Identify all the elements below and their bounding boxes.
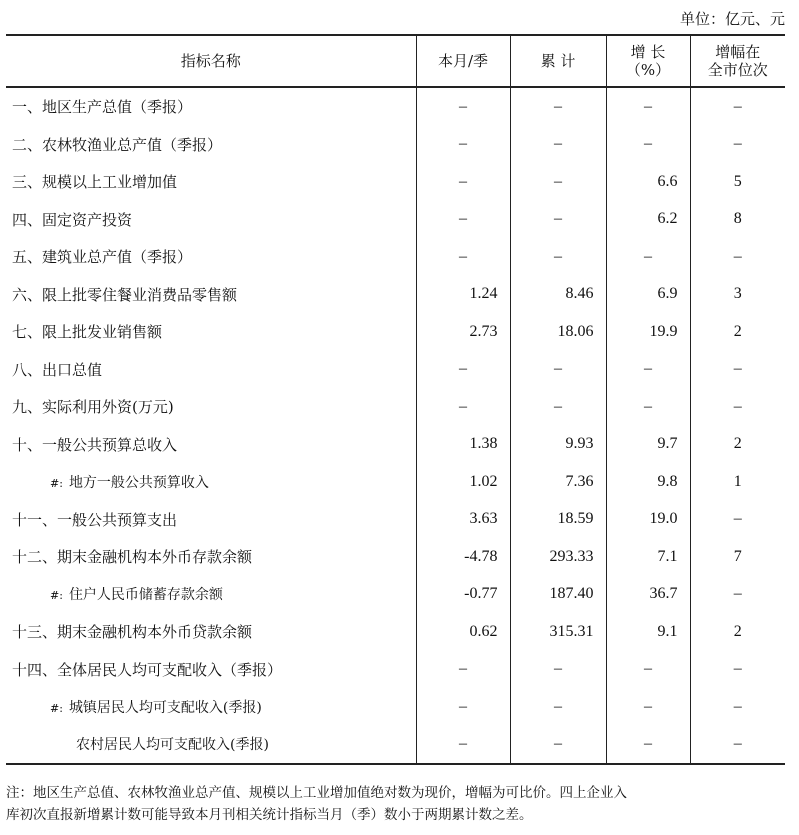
indicator-name-text: 十二、期末金融机构本外币存款余额 [12,548,253,567]
growth-value: – [606,238,690,276]
cumulative-value: – [510,351,606,389]
indicator-name [6,388,416,426]
footnote-line-2: 库初次直报新增累计数可能导致本月刊相关统计指标当月（季）数小于两期累计数之差。 [6,807,533,823]
table-row [6,201,785,239]
footnote-line-1: 注：地区生产总值、农林牧渔业总产值、规模以上工业增加值绝对数为现价，增幅为可比价。四上企业入 [6,785,627,801]
cumulative-value: 7.36 [510,463,606,501]
cumulative-value: 187.40 [510,576,606,614]
current-period-value: 1.02 [416,463,510,501]
growth-value: – [606,351,690,389]
cumulative-value: – [510,126,606,164]
indicator-name-text: 二、农林牧渔业总产值（季报） [12,135,223,154]
city-rank-value: 7 [690,538,785,576]
growth-value: – [606,388,690,426]
table-row [6,501,785,539]
table-row [6,613,785,651]
cumulative-value: – [510,163,606,201]
city-rank-value: – [690,87,785,126]
indicator-name [6,426,416,464]
indicator-name [6,463,416,501]
indicator-name-text: 五、建筑业总产值（季报） [12,248,193,267]
cumulative-value: – [510,388,606,426]
city-rank-value: 2 [690,613,785,651]
city-rank-value: 2 [690,313,785,351]
city-rank-value: 2 [690,426,785,464]
indicator-name-text: 十四、全体居民人均可支配收入（季报） [12,660,283,679]
current-period-value: -0.77 [416,576,510,614]
statistics-table [6,34,785,765]
header-current-period: 本月/季 [416,35,510,87]
growth-value: 6.9 [606,276,690,314]
indicator-name [6,651,416,689]
cumulative-value: 18.06 [510,313,606,351]
indicator-name [6,201,416,239]
indicator-name-text: 农村居民人均可支配收入(季报) [76,737,269,754]
growth-value: 6.6 [606,163,690,201]
city-rank-value: – [690,726,785,765]
growth-value: 9.7 [606,426,690,464]
table-row [6,87,785,126]
city-rank-value: 8 [690,201,785,239]
growth-value: 19.9 [606,313,690,351]
footnote [6,782,785,826]
indicator-name [6,276,416,314]
current-period-value: – [416,201,510,239]
header-cumulative: 累 计 [510,35,606,87]
current-period-value: – [416,351,510,389]
table-row [6,426,785,464]
cumulative-value: 8.46 [510,276,606,314]
header-rank-line1: 增幅在 [715,43,761,61]
header-growth-line2: （%） [625,61,671,79]
cumulative-value: – [510,651,606,689]
subitem-mark: #: [50,701,63,715]
current-period-value: 1.24 [416,276,510,314]
growth-value: – [606,688,690,726]
growth-value: 19.0 [606,501,690,539]
current-period-value: – [416,126,510,164]
table-row [6,238,785,276]
cumulative-value: 315.31 [510,613,606,651]
cumulative-value: – [510,87,606,126]
growth-value: 9.8 [606,463,690,501]
indicator-name-text: 十、一般公共预算总收入 [12,435,178,454]
current-period-value: 1.38 [416,426,510,464]
indicator-name-text: 地方一般公共预算收入 [68,474,209,491]
current-period-value: 2.73 [416,313,510,351]
indicator-name [6,538,416,576]
city-rank-value: 1 [690,463,785,501]
table-body [6,87,785,764]
header-growth [606,35,690,87]
indicator-name-text: 三、规模以上工业增加值 [12,173,178,192]
table-row [6,463,785,501]
indicator-name-text: 九、实际利用外资(万元) [12,398,174,417]
cumulative-value: – [510,688,606,726]
city-rank-value: – [690,388,785,426]
growth-value: 36.7 [606,576,690,614]
current-period-value: – [416,238,510,276]
indicator-name [6,351,416,389]
indicator-name-text: 四、固定资产投资 [12,210,133,229]
cumulative-value: 9.93 [510,426,606,464]
growth-value: 6.2 [606,201,690,239]
city-rank-value: 3 [690,276,785,314]
table-row [6,276,785,314]
header-city-rank [690,35,785,87]
subitem-mark: #: [50,589,63,603]
city-rank-value: – [690,651,785,689]
header-indicator-name: 指标名称 [6,35,416,87]
city-rank-value: – [690,688,785,726]
city-rank-value: – [690,501,785,539]
table-row [6,651,785,689]
indicator-name-text: 城镇居民人均可支配收入(季报) [68,699,262,716]
current-period-value: – [416,87,510,126]
growth-value: – [606,651,690,689]
indicator-name-text: 八、出口总值 [12,360,103,379]
header-rank-line2: 全市位次 [707,61,768,79]
current-period-value: 0.62 [416,613,510,651]
city-rank-value: – [690,238,785,276]
indicator-name-text: 一、地区生产总值（季报） [12,98,193,117]
table-row [6,313,785,351]
city-rank-value: – [690,126,785,164]
indicator-name [6,501,416,539]
cumulative-value: 18.59 [510,501,606,539]
growth-value: – [606,126,690,164]
cumulative-value: – [510,726,606,765]
table-row [6,388,785,426]
header-growth-line1: 增 长 [630,43,666,61]
cumulative-value: – [510,238,606,276]
table-row [6,163,785,201]
table-row [6,576,785,614]
city-rank-value: – [690,351,785,389]
city-rank-value: 5 [690,163,785,201]
table-row [6,688,785,726]
growth-value: 7.1 [606,538,690,576]
growth-value: 9.1 [606,613,690,651]
indicator-name [6,726,416,765]
table-row [6,726,785,765]
indicator-name [6,576,416,614]
growth-value: – [606,87,690,126]
table-row [6,126,785,164]
current-period-value: – [416,163,510,201]
cumulative-value: – [510,201,606,239]
table-header-row [6,35,785,87]
current-period-value: 3.63 [416,501,510,539]
indicator-name-text: 六、限上批零住餐业消费品零售额 [12,285,238,304]
indicator-name [6,313,416,351]
growth-value: – [606,726,690,765]
current-period-value: – [416,688,510,726]
table-row [6,538,785,576]
indicator-name [6,163,416,201]
indicator-name [6,87,416,126]
indicator-name-text: 七、限上批发业销售额 [12,323,163,342]
current-period-value: – [416,388,510,426]
table-row [6,351,785,389]
indicator-name [6,126,416,164]
current-period-value: – [416,651,510,689]
cumulative-value: 293.33 [510,538,606,576]
indicator-name [6,238,416,276]
current-period-value: – [416,726,510,765]
city-rank-value: – [690,576,785,614]
indicator-name [6,613,416,651]
indicator-name-text: 住户人民币储蓄存款余额 [68,587,223,604]
subitem-mark: #: [50,476,63,490]
unit-label: 单位：亿元、元 [679,10,785,28]
current-period-value: -4.78 [416,538,510,576]
indicator-name-text: 十三、期末金融机构本外币贷款余额 [12,623,253,642]
indicator-name-text: 十一、一般公共预算支出 [12,510,178,529]
indicator-name [6,688,416,726]
